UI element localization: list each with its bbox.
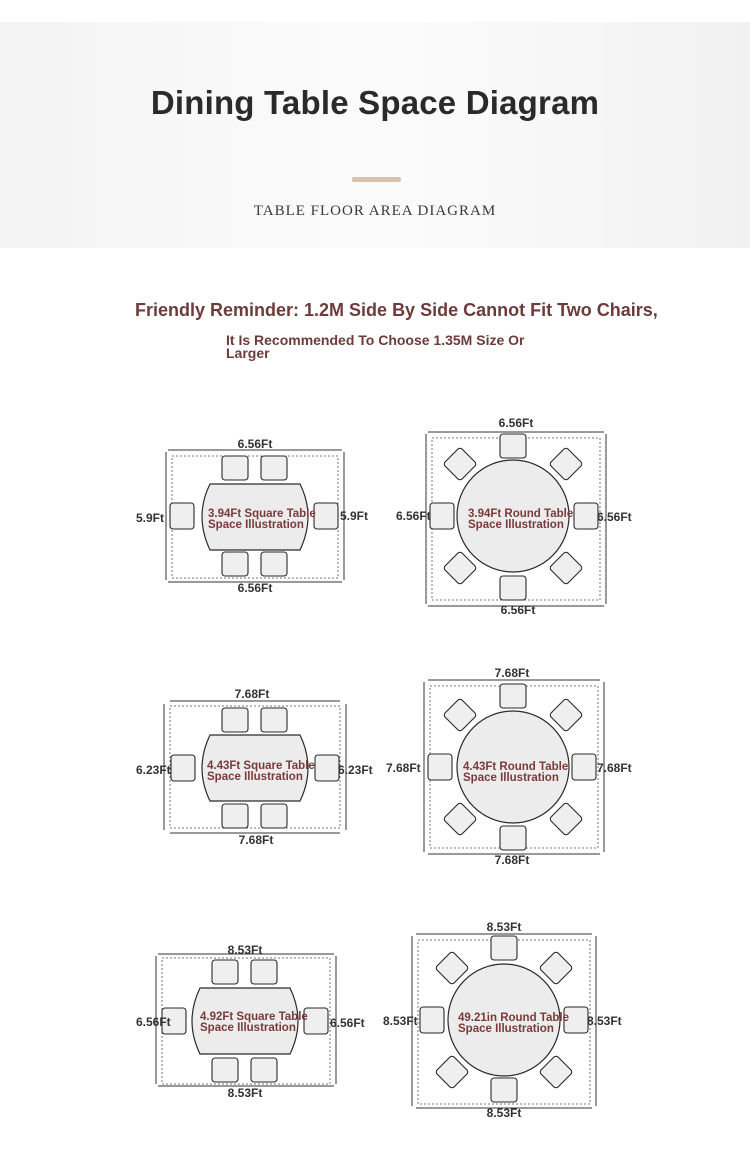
dimension-left: 5.9Ft [136,511,165,525]
chair [443,551,477,585]
chair [435,951,469,985]
chair [500,576,526,600]
dimension-right: 8.53Ft [587,1014,622,1028]
chair [539,951,573,985]
chair [491,936,517,960]
dimension-right: 6.56Ft [330,1016,365,1030]
chair [428,754,452,780]
chair [500,434,526,458]
table-caption-subtitle: Space Illustration [458,1023,554,1035]
chair [222,804,248,828]
table-caption-subtitle: Space Illustration [200,1022,296,1034]
header-banner [0,22,750,248]
chair [171,755,195,781]
square-table-diagram-2 [130,686,380,848]
chair [539,1055,573,1089]
chair [549,698,583,732]
chair [443,447,477,481]
dimension-left: 8.53Ft [383,1014,418,1028]
table-caption-subtitle: Space Illustration [208,519,304,531]
table-caption-title: 3.94Ft Round Table [468,508,574,520]
round-table-diagram-3 [380,914,636,1124]
chair [222,708,248,732]
round-table-diagram-2 [386,664,636,870]
chair [170,503,194,529]
dimension-right: 6.56Ft [597,510,632,524]
chair [251,1058,277,1082]
dimension-left: 6.23Ft [136,763,171,777]
chair [212,960,238,984]
table-caption-title: 4.43Ft Square Table [207,760,315,772]
chair [222,552,248,576]
table-caption-title: 3.94Ft Square Table [208,508,316,520]
chair [261,804,287,828]
dimension-left: 6.56Ft [396,509,431,523]
table-caption-subtitle: Space Illustration [468,519,564,531]
dimension-left: 6.56Ft [136,1015,171,1029]
dimension-right: 6.23Ft [338,763,373,777]
dimension-bottom: 6.56Ft [237,581,273,595]
chair [261,552,287,576]
chair [251,960,277,984]
chair [261,456,287,480]
dimension-bottom: 8.53Ft [486,1106,522,1120]
dimension-bottom: 8.53Ft [227,1086,263,1100]
square-table-diagram-1 [130,436,380,596]
dimension-top: 8.53Ft [227,943,263,957]
chair [500,826,526,850]
table-caption-subtitle: Space Illustration [207,771,303,783]
dimension-right: 7.68Ft [597,761,632,775]
reminder-line-2: It Is Recommended To Choose 1.35M Size Or Larger [226,332,525,361]
table-caption-title: 4.92Ft Square Table [200,1011,308,1023]
table-caption-subtitle: Space Illustration [463,772,559,784]
dimension-top: 7.68Ft [234,687,270,701]
chair [491,1078,517,1102]
chair [212,1058,238,1082]
dimension-bottom: 6.56Ft [500,603,536,617]
chair [549,551,583,585]
dimension-top: 7.68Ft [494,666,530,680]
chair [574,503,598,529]
dimension-top: 6.56Ft [237,437,273,451]
chair [420,1007,444,1033]
chair [443,698,477,732]
chair [572,754,596,780]
table-caption-title: 4.43Ft Round Table [463,761,569,773]
page-subtitle: TABLE FLOOR AREA DIAGRAM [253,203,497,219]
table-caption-title: 49.21in Round Table [458,1012,569,1024]
reminder-line-1: Friendly Reminder: 1.2M Side By Side Cannot Fit Two Chairs, [135,300,658,320]
chair [435,1055,469,1089]
chair [314,503,338,529]
dimension-bottom: 7.68Ft [494,853,530,867]
chair [549,802,583,836]
chair [549,447,583,481]
page-title: Dining Table Space Diagram [150,84,600,121]
chair [500,684,526,708]
dimension-right: 5.9Ft [340,509,369,523]
chair [315,755,339,781]
chair [443,802,477,836]
chair [222,456,248,480]
chair [261,708,287,732]
square-table-diagram-3 [130,940,380,1102]
dimension-left: 7.68Ft [386,761,421,775]
title-divider [352,177,401,182]
dimension-top: 6.56Ft [498,416,534,430]
chair [430,503,454,529]
dimension-bottom: 7.68Ft [238,833,274,847]
dimension-top: 8.53Ft [486,920,522,934]
round-table-diagram-1 [392,414,642,620]
